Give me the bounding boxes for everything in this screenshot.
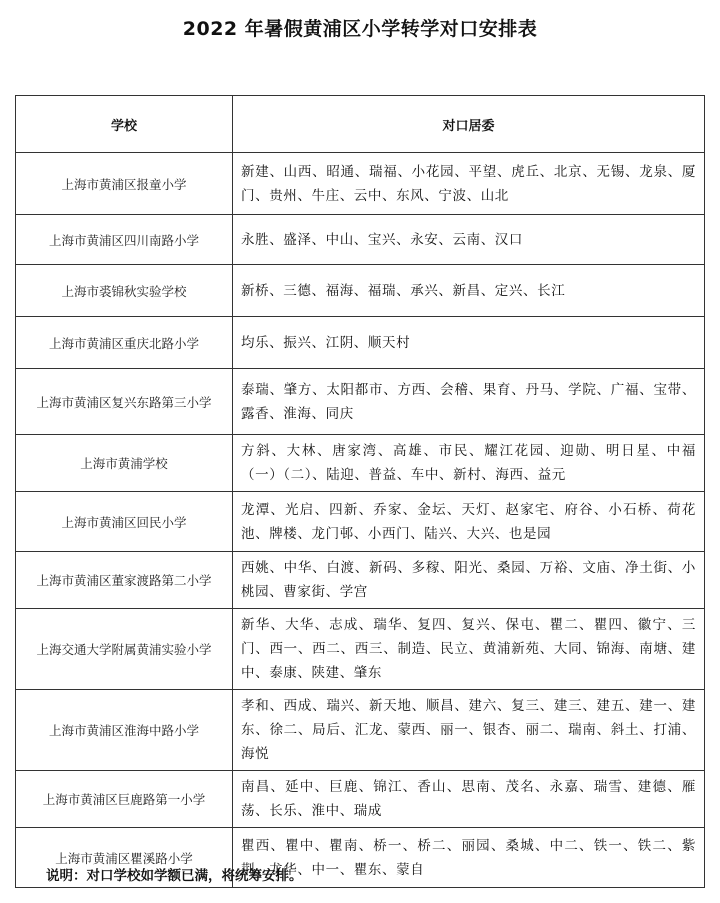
table-header-row <box>16 96 705 153</box>
school-cell: 上海市黄浦区四川南路小学 <box>16 215 233 265</box>
school-cell: 上海市黄浦区董家渡路第二小学 <box>16 552 233 609</box>
areas-cell: 均乐、振兴、江阴、顺天村 <box>233 317 705 369</box>
table-row <box>16 153 705 215</box>
areas-cell: 西姚、中华、白渡、新码、多稼、阳光、桑园、万裕、文庙、净土街、小桃园、曹家街、学宫 <box>233 552 705 609</box>
table-row <box>16 265 705 317</box>
header-areas: 对口居委 <box>233 96 705 153</box>
table-row <box>16 609 705 690</box>
areas-cell: 龙潭、光启、四新、乔家、金坛、天灯、赵家宅、府谷、小石桥、荷花池、牌楼、龙门邨、小西门、陆兴、大兴、也是园 <box>233 492 705 552</box>
areas-cell: 新建、山西、昭通、瑞福、小花园、平望、虎丘、北京、无锡、龙泉、厦门、贵州、牛庄、云中、东风、宁波、山北 <box>233 153 705 215</box>
table-row <box>16 492 705 552</box>
school-cell: 上海市黄浦区重庆北路小学 <box>16 317 233 369</box>
table-row <box>16 552 705 609</box>
allocation-table <box>15 95 705 888</box>
school-cell: 上海市黄浦区回民小学 <box>16 492 233 552</box>
table-row <box>16 435 705 492</box>
areas-cell: 新华、大华、志成、瑞华、复四、复兴、保屯、瞿二、瞿四、徽宁、三门、西一、西二、西三、制造、民立、黄浦新苑、大同、锦海、南塘、建中、泰康、陕建、肇东 <box>233 609 705 690</box>
header-school: 学校 <box>16 96 233 153</box>
table-row <box>16 771 705 828</box>
school-cell: 上海市黄浦区瞿溪路小学 <box>16 828 233 888</box>
page-title: 2022 年暑假黄浦区小学转学对口安排表 <box>182 18 538 40</box>
table-row <box>16 317 705 369</box>
areas-cell: 泰瑞、肇方、太阳都市、方西、会稽、果育、丹马、学院、广福、宝带、露香、淮海、同庆 <box>233 369 705 435</box>
school-cell: 上海交通大学附属黄浦实验小学 <box>16 609 233 690</box>
school-cell: 上海市黄浦区巨鹿路第一小学 <box>16 771 233 828</box>
school-cell: 上海市黄浦区复兴东路第三小学 <box>16 369 233 435</box>
table-row <box>16 690 705 771</box>
school-cell: 上海市裘锦秋实验学校 <box>16 265 233 317</box>
table-row <box>16 369 705 435</box>
areas-cell: 永胜、盛泽、中山、宝兴、永安、云南、汉口 <box>233 215 705 265</box>
areas-cell: 孝和、西成、瑞兴、新天地、顺昌、建六、复三、建三、建五、建一、建东、徐二、局后、汇龙、蒙西、丽一、银杏、丽二、瑞南、斜土、打浦、海悦 <box>233 690 705 771</box>
areas-cell: 瞿西、瞿中、瞿南、桥一、桥二、丽园、桑城、中二、铁一、铁二、紫荆、龙华、中一、瞿东、蒙自 <box>233 828 705 888</box>
school-cell: 上海市黄浦区报童小学 <box>16 153 233 215</box>
table-row <box>16 215 705 265</box>
areas-cell: 新桥、三德、福海、福瑞、承兴、新昌、定兴、长江 <box>233 265 705 317</box>
areas-cell: 南昌、延中、巨鹿、锦江、香山、思南、茂名、永嘉、瑞雪、建德、雁荡、长乐、淮中、瑞成 <box>233 771 705 828</box>
areas-cell: 方斜、大林、唐家湾、高雄、市民、耀江花园、迎勋、明日星、中福（一）（二）、陆迎、普益、车中、新村、海西、益元 <box>233 435 705 492</box>
school-cell: 上海市黄浦学校 <box>16 435 233 492</box>
footnote: 说明：对口学校如学额已满，将统筹安排。 <box>46 868 303 884</box>
school-cell: 上海市黄浦区淮海中路小学 <box>16 690 233 771</box>
